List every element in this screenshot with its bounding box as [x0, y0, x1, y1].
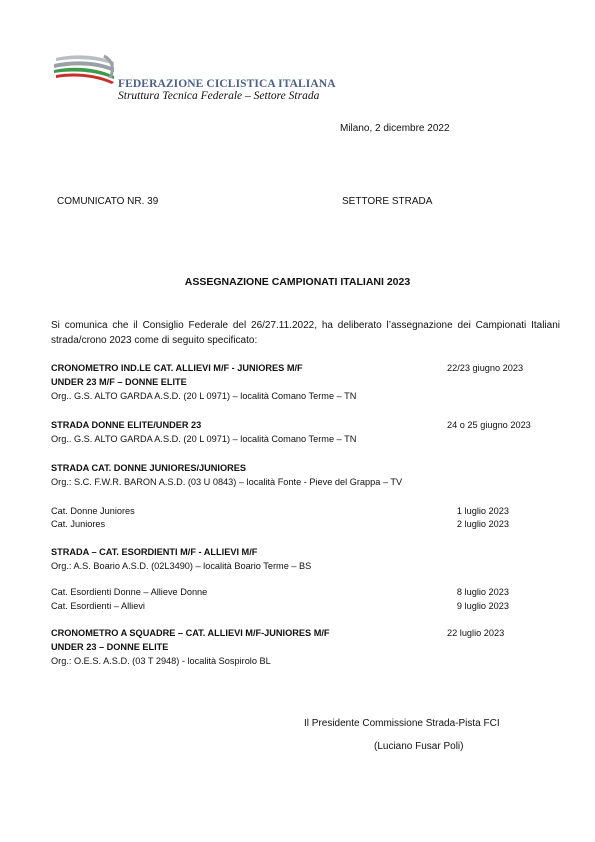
section-5-subheading: UNDER 23 – DONNE ELITE	[51, 642, 169, 652]
document-title: ASSEGNAZIONE CAMPIONATI ITALIANI 2023	[184, 276, 411, 288]
section-4-category-name: Cat. Esordienti Donne – Allieve Donne	[51, 587, 208, 597]
communique-sector: SETTORE STRADA	[342, 196, 433, 207]
section-3-category-name: Cat. Donne Juniores	[51, 506, 135, 516]
signature-role: Il Presidente Commissione Strada-Pista FCI	[304, 718, 500, 729]
date-line: Milano, 2 dicembre 2022	[340, 123, 450, 134]
section-3-category-date: 1 luglio 2023	[456, 506, 509, 516]
section-5-heading: CRONOMETRO A SQUADRE – CAT. ALLIEVI M/F-JUNIORES M/F	[51, 628, 330, 638]
communique-number: COMUNICATO NR. 39	[57, 196, 159, 207]
section-2-heading: STRADA DONNE ELITE/UNDER 23	[51, 420, 202, 430]
section-4-heading: STRADA – CAT. ESORDIENTI M/F - ALLIEVI M/F	[51, 547, 258, 557]
section-4-category-date: 8 luglio 2023	[456, 587, 509, 597]
section-3-org: Org.: S.C. F.W.R. BARON A.S.D. (03 U 0843) – località Fonte - Pieve del Grappa – TV	[51, 477, 403, 487]
signature-name: (Luciano Fusar Poli)	[374, 741, 464, 752]
section-3-category-date: 2 luglio 2023	[456, 519, 509, 529]
section-3-category-name: Cat. Juniores	[51, 519, 106, 529]
org-subtitle: Struttura Tecnica Federale – Settore Strada	[118, 90, 320, 102]
section-4-org: Org.: A.S. Boario A.S.D. (02L3490) – località Boario Terme – BS	[51, 561, 312, 571]
section-1-org: Org.. G.S. ALTO GARDA A.S.D. (20 L 0971) – località Comano Terme – TN	[51, 391, 357, 401]
section-1-date: 22/23 giugno 2023	[447, 363, 524, 373]
section-3-heading: STRADA CAT. DONNE JUNIORES/JUNIORES	[51, 463, 246, 473]
section-4-category-date: 9 luglio 2023	[456, 601, 509, 611]
intro-paragraph: Si comunica che il Consiglio Federale del 26/27.11.2022, ha deliberato l’assegnazione dei Campionati Italiani strada/crono 2023 come di seguito specificato:	[51, 320, 560, 346]
section-1-subheading: UNDER 23 M/F – DONNE ELITE	[51, 377, 187, 387]
section-2-org: Org.. G.S. ALTO GARDA A.S.D. (20 L 0971) – località Comano Terme – TN	[51, 434, 357, 444]
section-1-heading: CRONOMETRO IND.LE CAT. ALLIEVI M/F - JUNIORES M/F	[51, 363, 303, 373]
fci-logo-icon	[52, 52, 116, 86]
section-2-date: 24 o 25 giugno 2023	[447, 420, 531, 430]
section-4-category-name: Cat. Esordienti – Allievi	[51, 601, 145, 611]
section-5-date: 22 luglio 2023	[447, 628, 505, 638]
section-5-org: Org.: O.E.S. A.S.D. (03 T 2948) - località Sospirolo BL	[51, 656, 271, 666]
org-name: FEDERAZIONE CICLISTICA ITALIANA	[118, 78, 336, 90]
